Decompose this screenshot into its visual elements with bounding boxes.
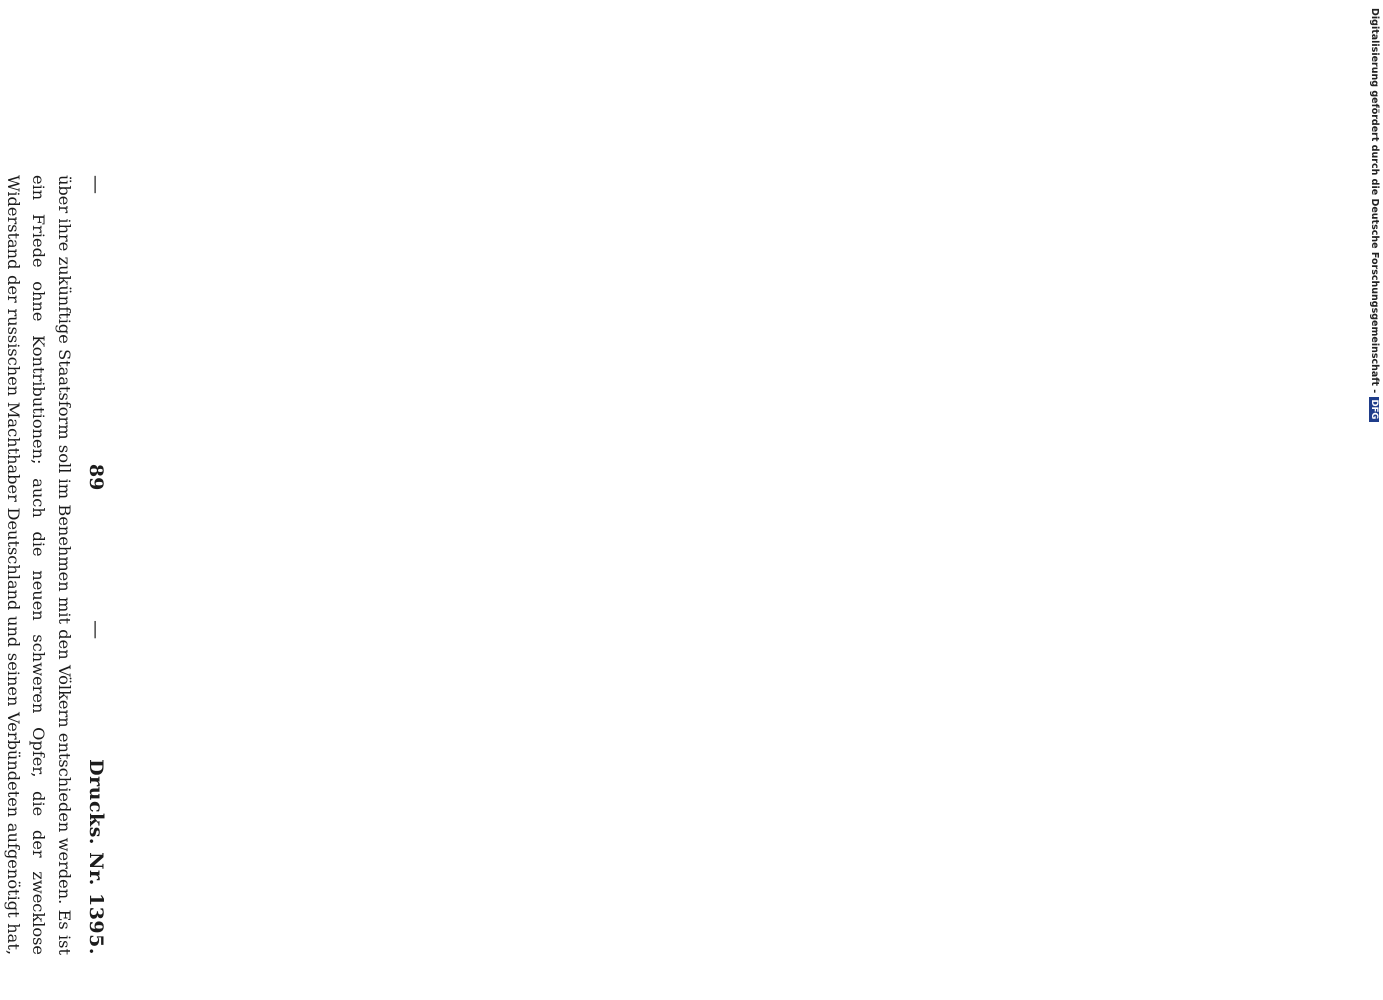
drucksache-number: Drucks. Nr. 1395. (85, 759, 107, 955)
header-right-dash: — (85, 620, 107, 640)
page-number: 89 (85, 463, 107, 491)
header-left-dash: — (85, 175, 107, 194)
scanned-page (0, 165, 115, 965)
credit-text: Digitalisierung gefördert durch die Deutsche Forschungsgemeinschaft - (1369, 8, 1380, 397)
dfg-logo-icon: DFG (1369, 397, 1379, 423)
credit-text-line (1369, 8, 1380, 426)
page-header (85, 175, 107, 955)
digitization-credit (1360, 8, 1383, 420)
paragraph-1: über ihre zukünftige Staatsform soll im Benehmen mit den Völkern entschieden werden. Es ist ein Friede ohne Kontributionen; auch die neuen schweren Opfer, die der zwecklose Widerstand der russischen Machthaber Deutschland und seinen Verbündeten aufgenötigt hat, (3, 175, 74, 955)
page-content (0, 165, 115, 965)
